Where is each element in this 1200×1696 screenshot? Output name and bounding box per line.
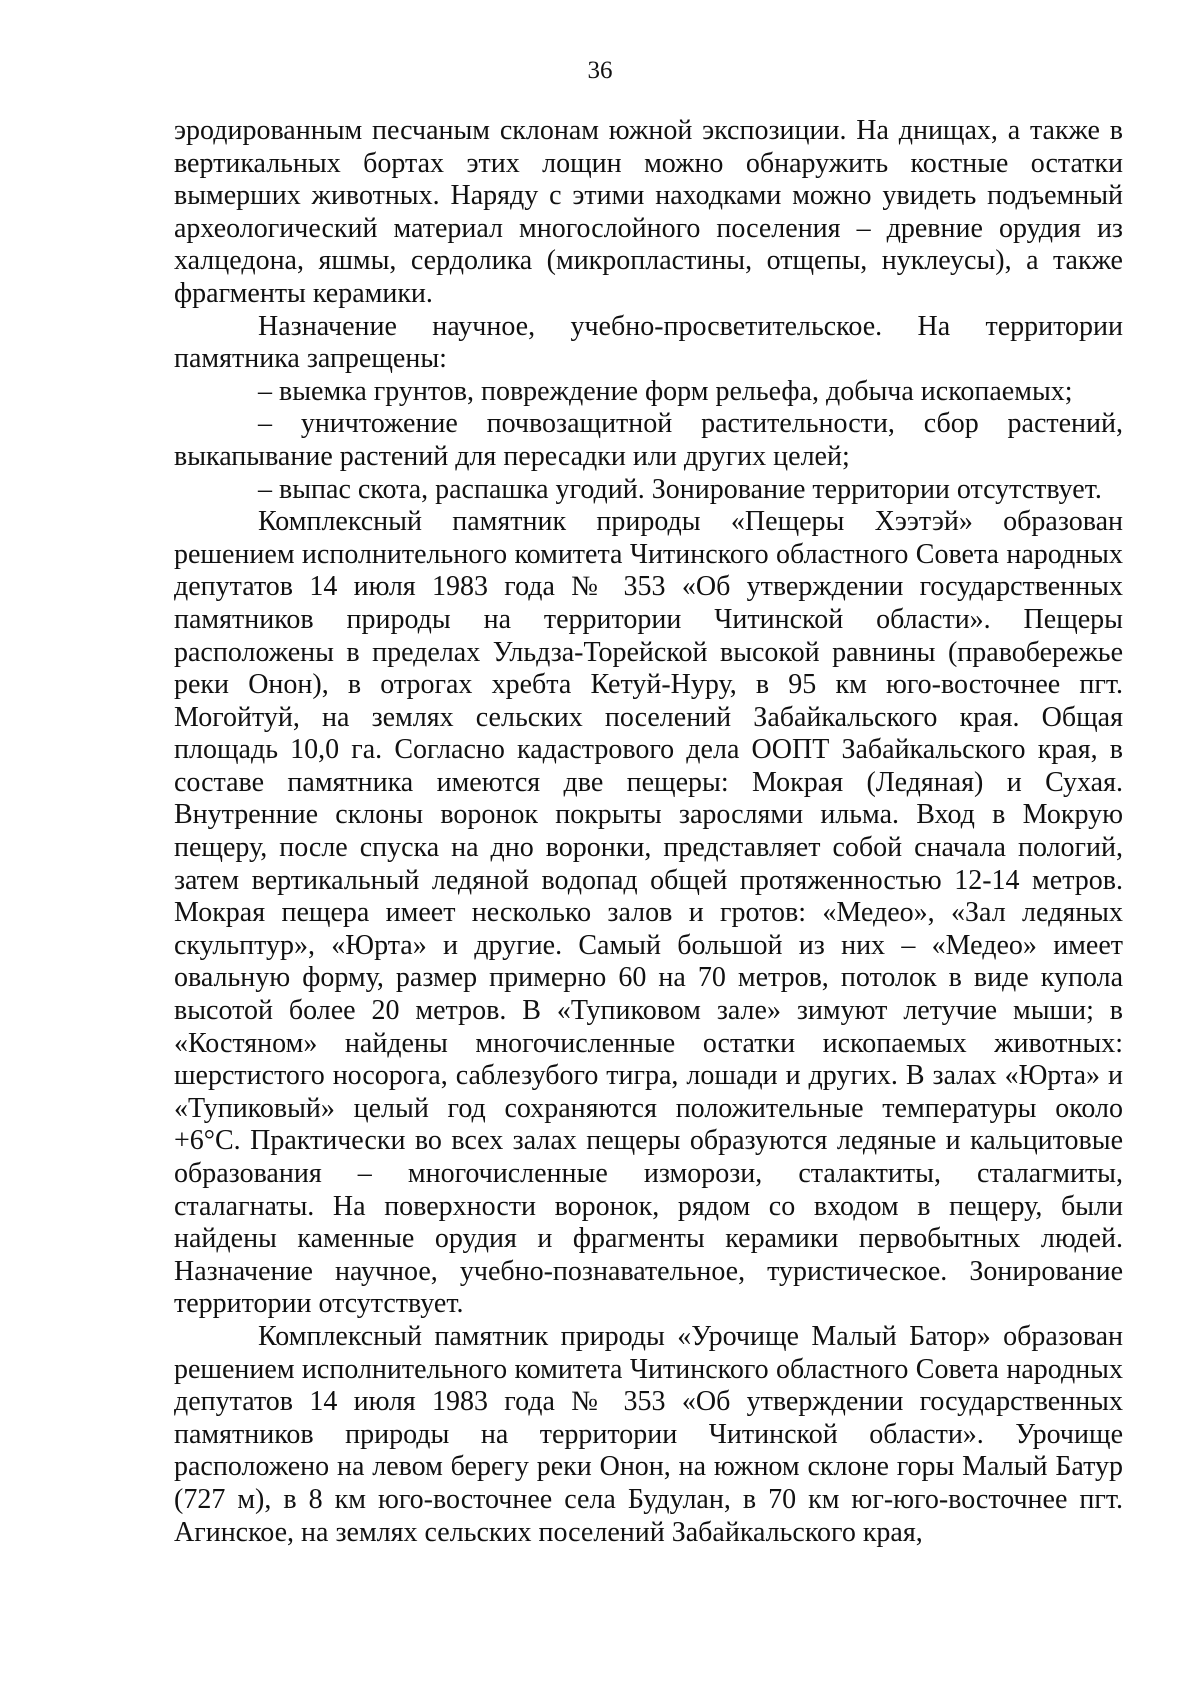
body-text <box>174 115 1123 1549</box>
prohibition-text: выпас скота, распашка угодий. Зонирование территории отсутствует. <box>279 473 1102 505</box>
page-number: 36 <box>587 57 613 84</box>
paragraph-caves-kheetei: Комплексный памятник природы «Пещеры Хээтэй» образован решением исполнительного комитета Читинского областного Совета народных депутатов 14 июля 1983 года № 353 «Об утверждении государственных памятников природы на территории Читинской области». Пещеры расположены в пределах Ульдза-Торейской высокой равнины (правобережье реки Онон), в отрогах хребта Кетуй-Нуру, в 95 км юго-восточнее пгт. Могойтуй, на землях сельских поселений Забайкальского края. Общая площадь 10,0 га. Согласно кадастрового дела ООПТ Забайкальского края, в составе памятника имеются две пещеры: Мокрая (Ледяная) и Сухая. Внутренние склоны воронок покрыты зарослями ильма. Вход в Мокрую пещеру, после спуска на дно воронки, представляет собой сначала пологий, затем вертикальный ледяной водопад общей протяженностью 12-14 метров. Мокрая пещера имеет несколько залов и гротов: «Медео», «Зал ледяных скульптур», «Юрта» и другие. Самый большой из них – «Медео» имеет овальную форму, размер примерно 60 на 70 метров, потолок в виде купола высотой более 20 метров. В «Тупиковом зале» зимуют летучие мыши; в «Костяном» найдены многочисленные остатки ископаемых животных: шерстистого носорога, саблезубого тигра, лошади и других. В залах «Юрта» и «Тупиковый» целый год сохраняются положительные температуры около +6°С. Практически во всех залах пещеры образуются ледяные и кальцитовые образования – многочисленные изморози, сталактиты, сталагмиты, сталагнаты. На поверхности воронок, рядом со входом в пещеру, были найдены каменные орудия и фрагменты керамики первобытных людей. Назначение научное, учебно-познавательное, туристическое. Зонирование территории отсутствует. <box>174 506 1123 1320</box>
prohibition-text: выемка грунтов, повреждение форм рельефа, добыча ископаемых; <box>279 375 1073 407</box>
paragraph-maly-bator: Комплексный памятник природы «Урочище Малый Батор» образован решением исполнительного комитета Читинского областного Совета народных депутатов 14 июля 1983 года № 353 «Об утверждении государственных памятников природы на территории Читинской области». Урочище расположено на левом берегу реки Онон, на южном склоне горы Малый Батур (727 м), в 8 км юго-восточнее села Будулан, в 70 км юг-юго-восточнее пгт. Агинское, на землях сельских поселений Забайкальского края, <box>174 1320 1123 1548</box>
dash-mark: – <box>258 473 272 505</box>
dash-mark: – <box>258 375 272 407</box>
prohibition-text: уничтожение почвозащитной растительности, сбор растений, выкапывание растений для пересадки или других целей; <box>174 408 1123 472</box>
prohibition-item <box>174 408 1123 473</box>
paragraph-purpose: Назначение научное, учебно-просветительское. На территории памятника запрещены: <box>174 310 1123 375</box>
prohibition-item <box>174 474 1123 507</box>
paragraph-continuation: эродированным песчаным склонам южной экспозиции. На днищах, а также в вертикальных бортах этих лощин можно обнаружить костные остатки вымерших животных. Наряду с этими находками можно увидеть подъемный археологический материал многослойного поселения – древние орудия из халцедона, яшмы, сердолика (микропластины, отщепы, нуклеусы), а также фрагменты керамики. <box>174 115 1123 309</box>
prohibition-item <box>174 376 1123 409</box>
dash-mark: – <box>258 408 272 440</box>
